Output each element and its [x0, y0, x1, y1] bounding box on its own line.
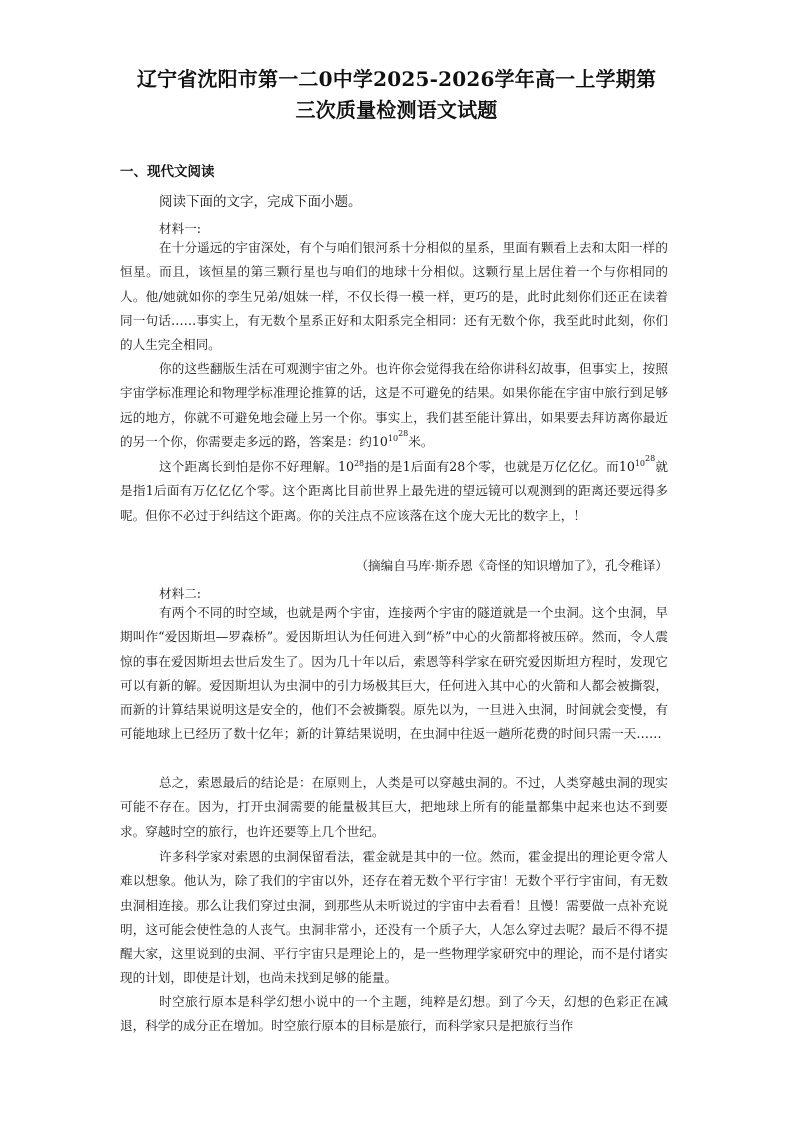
exponent-number: $10^{10^{28}}$ — [371, 428, 409, 449]
material-2-paragraph-3: 许多科学家对索恩的虫洞保留看法，霍金就是其中的一位。然而，霍金提出的理论更令常人难以想象。他认为，除了我们的宇宙以外，还存在着无数个平行宇宙！无数个平行宇宙间，有无数虫洞相连接。那么让我们穿过虫洞，到那些从未听说过的宇宙中去看看！且慢！需要做一点补充说明，这可能会使性急的人丧气。虫洞非常小，还没有一个质子大，人怎么穿过去呢？最后不得不提醒大家，这里说到的虫洞、平行宇宙只是理论上的，是一些物理学家研究中的理论，而不是付诸实现的计划，即使是计划，也尚未找到足够的能量。 — [120, 849, 668, 986]
material-1-source: （摘编自马库·斯乔恩《奇怪的知识增加了》，孔令稚译） — [355, 558, 668, 573]
material-2-paragraph-1: 有两个不同的时空域，也就是两个宇宙，连接两个宇宙的隧道就是一个虫洞。这个虫洞，早期叫作“爱因斯坦—罗森桥”。爱因斯坦认为任何进入到“桥”中心的火箭都将被压碎。然而，令人震惊的事在爱因斯坦去世后发生了。因为几十年以后，索恩等科学家在研究爱因斯坦方程时，发现它可以有新的解。爱因斯坦认为虫洞中的引力场极其巨大，任何进入其中心的火箭和人都会被撕裂，而新的计算结果说明这是安全的，他们不会被撕裂。原先以为，一旦进入虫洞，时间就会变慢，有可能地球上已经历了数十亿年；新的计算结果说明，在虫洞中往返一趟所花费的时间只需一天…… — [120, 605, 668, 742]
material-1-paragraph-3 — [120, 455, 668, 528]
paragraph-text: 你的这些翻版生活在可观测宇宙之外。也许你会觉得我在给你讲科幻故事，但事实上，按照宇宙学标准理论和物理学标准理论推算的话，这是不可避免的结果。如果你能在宇宙中旅行到足够远的地方，你就不可避免地会碰上另一个你。事实上，我们甚至能计算出，如果要去拜访离你最近的另一个你，你需要走多远的路，答案是：约 — [120, 361, 668, 449]
material-1-label: 材料一: — [159, 221, 202, 236]
material-1-paragraph-1: 在十分遥远的宇宙深处，有个与咱们银河系十分相似的星系，里面有颗看上去和太阳一样的恒星。而且，该恒星的第三颗行星也与咱们的地球十分相似。这颗行星上居住着一个与你相同的人。他/她就如你的孪生兄弟/姐妹一样，不仅长得一模一样，更巧的是，此时此刻你们还正在读着同一句话……事实上，有无数个星系正好和太阳系完全相同：还有无数个你，我至此时此刻，你们的人生完全相同。 — [120, 240, 668, 353]
exponent-number: $10^{28}$ — [337, 459, 365, 474]
document-title — [100, 64, 693, 126]
section-heading: 一、现代文阅读 — [120, 164, 215, 180]
material-2-paragraph-4: 时空旅行原本是科学幻想小说中的一个主题，纯粹是幻想。到了今天，幻想的色彩正在减退，科学的成分正在增加。时空旅行原本的目标是旅行，而科学家只是把旅行当作 — [120, 994, 668, 1034]
title-line-2: 三次质量检测语文试题 — [295, 98, 498, 122]
title-line-1: 辽宁省沈阳市第一二0中学2025-2026学年高一上学期第 — [136, 67, 657, 91]
exponent-number: $10^{10^{28}}$ — [618, 454, 656, 474]
material-2-paragraph-2: 总之，索恩最后的结论是：在原则上，人类是可以穿越虫洞的。不过，人类穿越虫洞的现实可能不存在。因为，打开虫洞需要的能量极其巨大，把地球上所有的能量都集中起来也达不到要求。穿越时空的旅行，也许还要等上几个世纪。 — [120, 775, 668, 839]
material-2-label: 材料二: — [159, 586, 202, 601]
reading-instruction: 阅读下面的文字，完成下面小题。 — [159, 194, 362, 210]
material-1-paragraph-2 — [120, 357, 668, 454]
paragraph-text: 指的是1后面有28个零，也就是万亿亿亿。而 — [364, 459, 619, 474]
paragraph-text: 米。 — [408, 433, 434, 449]
paragraph-text: 这个距离长到怕是你不好理解。 — [159, 459, 338, 474]
paragraph-text: 就是指1后面有万亿亿亿个零。这个距离比目前世界上最先进的望远镜可以观测到的距离还要远得多呢。但你不必过于纠结这个距离。你的关注点不应该落在这个庞大无比的数字上，！ — [120, 459, 668, 523]
